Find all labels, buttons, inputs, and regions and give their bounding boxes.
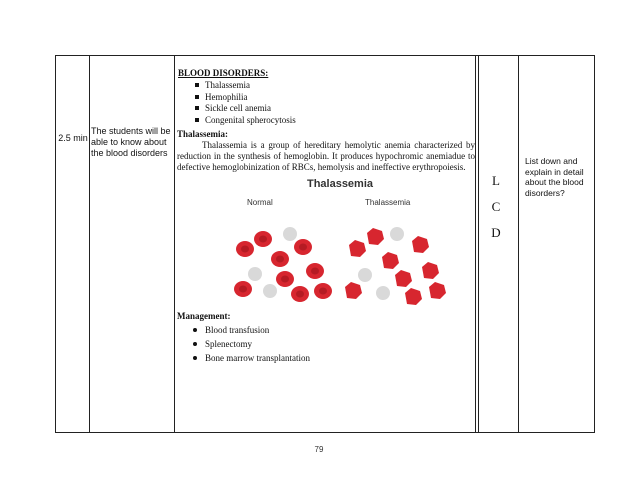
cell-center bbox=[311, 268, 319, 275]
column-divider bbox=[89, 56, 90, 432]
platelet bbox=[283, 227, 297, 241]
malformed-red-blood-cell bbox=[422, 262, 439, 279]
cell-center bbox=[239, 286, 247, 293]
management-heading: Management: bbox=[177, 311, 231, 321]
thalassemia-definition bbox=[177, 140, 475, 173]
list-item: Splenectomy bbox=[193, 337, 475, 351]
media-cell bbox=[476, 168, 516, 246]
thalassemia-label: Thalassemia bbox=[365, 198, 411, 207]
platelet bbox=[390, 227, 404, 241]
cell-center bbox=[281, 276, 289, 283]
column-divider bbox=[174, 56, 175, 432]
content-cell bbox=[177, 68, 475, 365]
media-letter: C bbox=[491, 199, 501, 214]
malformed-red-blood-cell bbox=[382, 252, 399, 269]
platelet bbox=[263, 284, 277, 298]
normal-label: Normal bbox=[247, 198, 273, 207]
list-item: Thalassemia bbox=[195, 80, 475, 92]
malformed-red-blood-cell bbox=[405, 288, 422, 305]
media-letter: L bbox=[492, 173, 500, 188]
cell-center bbox=[319, 288, 327, 295]
definition-text: Thalassemia is a group of hereditary hemolytic anemia characterized by reduction in the synthesis of hemoglobin. It produces hypochromic anemiadue to defective hemoglobinization of RBCs, hemolysis and ineffective erythropoiesis. bbox=[177, 140, 475, 172]
cell-center bbox=[259, 236, 267, 243]
list-item: Hemophilia bbox=[195, 92, 475, 104]
malformed-red-blood-cell bbox=[345, 282, 362, 299]
blood-disorders-heading: BLOOD DISORDERS: bbox=[178, 68, 269, 78]
thalassemia-figure bbox=[225, 179, 455, 309]
cell-center bbox=[296, 291, 304, 298]
platelet bbox=[376, 286, 390, 300]
platelet bbox=[358, 268, 372, 282]
evaluation-cell: List down and explain in detail about the blood disorders? bbox=[525, 156, 584, 198]
media-letter: D bbox=[491, 225, 501, 240]
thalassemia-cells bbox=[345, 227, 446, 305]
blood-cells-illustration bbox=[225, 179, 455, 309]
normal-cells bbox=[234, 227, 332, 302]
malformed-red-blood-cell bbox=[412, 236, 429, 253]
objective-cell: The students will be able to know about the blood disorders bbox=[91, 126, 171, 158]
list-item: Sickle cell anemia bbox=[195, 103, 475, 115]
cell-center bbox=[299, 244, 307, 251]
malformed-red-blood-cell bbox=[429, 282, 446, 299]
figure-title: Thalassemia bbox=[306, 178, 374, 190]
list-item: Congenital spherocytosis bbox=[195, 115, 475, 127]
disorder-list bbox=[195, 80, 475, 126]
cell-center bbox=[276, 256, 284, 263]
column-divider bbox=[518, 56, 519, 432]
list-item: Blood transfusion bbox=[193, 323, 475, 337]
malformed-red-blood-cell bbox=[349, 240, 366, 257]
malformed-red-blood-cell bbox=[395, 270, 412, 287]
time-cell: 2.5 min bbox=[58, 133, 88, 143]
malformed-red-blood-cell bbox=[367, 228, 384, 245]
lesson-plan-table bbox=[55, 55, 595, 433]
page-number: 79 bbox=[314, 445, 324, 454]
cell-center bbox=[241, 246, 249, 253]
platelet bbox=[248, 267, 262, 281]
thalassemia-subheading: Thalassemia: bbox=[177, 129, 229, 139]
management-list bbox=[193, 323, 475, 365]
list-item: Bone marrow transplantation bbox=[193, 351, 475, 365]
